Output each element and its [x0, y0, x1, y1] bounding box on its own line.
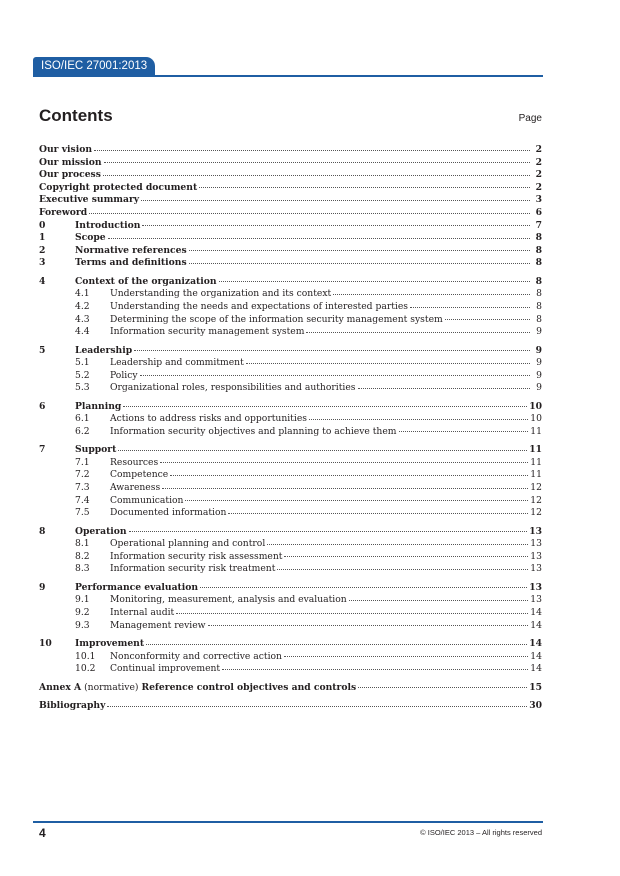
table-of-contents	[39, 144, 542, 713]
toc-entry-page: 6	[535, 206, 542, 218]
leader-dots	[284, 555, 528, 557]
toc-subentry-page: 13	[530, 563, 542, 575]
toc-subentry-number: 5.3	[75, 382, 90, 394]
leader-dots	[162, 487, 528, 489]
leader-dots	[208, 624, 529, 626]
leader-dots	[246, 362, 530, 364]
toc-entry-page: 9	[535, 344, 542, 356]
toc-entry-title: Context of the organization	[75, 275, 217, 287]
toc-entry-title: Normative references	[75, 244, 187, 256]
toc-subentry-title: Determining the scope of the information security management system	[110, 313, 443, 325]
toc-entry[interactable]	[39, 232, 542, 245]
toc-subentry[interactable]	[39, 357, 542, 370]
toc-subentry-page: 14	[530, 606, 542, 618]
toc-entry-page: 11	[529, 444, 542, 456]
leader-dots	[118, 449, 527, 451]
toc-subentry-title: Actions to address risks and opportunities	[110, 413, 307, 425]
toc-subentry-number: 8.3	[75, 563, 90, 575]
toc-subentry-page: 13	[530, 550, 542, 562]
toc-subentry-number: 6.2	[75, 425, 90, 437]
toc-subentry[interactable]	[39, 651, 542, 664]
toc-subentry[interactable]	[39, 469, 542, 482]
leader-dots	[189, 249, 530, 251]
leader-dots	[108, 237, 530, 239]
header-tab: ISO/IEC 27001:2013	[33, 57, 155, 76]
toc-entry-number: 3	[39, 257, 46, 269]
leader-dots	[333, 293, 530, 295]
toc-subentry-title: Competence	[110, 469, 169, 481]
toc-subentry-page: 11	[530, 456, 542, 468]
toc-entry-number: 7	[39, 444, 46, 456]
toc-entry[interactable]	[39, 582, 542, 595]
leader-dots	[445, 318, 530, 320]
toc-subentry-page: 13	[530, 538, 542, 550]
toc-subentry-title: Documented information	[110, 507, 227, 519]
toc-entry-page: 2	[535, 181, 542, 193]
toc-subentry-title: Information security objectives and planning to achieve them	[110, 425, 397, 437]
toc-entry-number: 6	[39, 400, 46, 412]
toc-entry[interactable]	[39, 526, 542, 539]
toc-entry-page: 30	[529, 699, 542, 711]
toc-subentry-number: 7.1	[75, 456, 90, 468]
toc-subentry-number: 4.3	[75, 313, 90, 325]
toc-entry[interactable]	[39, 401, 542, 414]
toc-subentry-page: 10	[530, 413, 542, 425]
toc-entry-page: 8	[535, 244, 542, 256]
toc-entry-title: Annex A	[39, 681, 82, 693]
toc-subentry-title: Understanding the needs and expectations of interested parties	[110, 300, 408, 312]
toc-subentry-title: Policy	[110, 369, 138, 381]
toc-entry-number: 0	[39, 219, 46, 231]
toc-entry[interactable]	[39, 682, 542, 695]
toc-subentry-number: 4.1	[75, 288, 90, 300]
toc-entry[interactable]	[39, 144, 542, 157]
toc-entry-title: Planning	[75, 400, 122, 412]
toc-subentry-title: Operational planning and control	[110, 538, 266, 550]
leader-dots	[123, 405, 527, 407]
leader-dots	[410, 306, 530, 308]
leader-dots	[103, 174, 530, 176]
toc-subentry-title: Leadership and commitment	[110, 357, 244, 369]
toc-subentry-number: 7.2	[75, 469, 90, 481]
toc-subentry-title: Monitoring, measurement, analysis and evaluation	[110, 594, 347, 606]
toc-subentry[interactable]	[39, 563, 542, 576]
toc-entry-title: Introduction	[75, 219, 141, 231]
toc-entry[interactable]	[39, 207, 542, 220]
toc-entry-title: Our mission	[39, 156, 102, 168]
toc-subentry-number: 4.4	[75, 326, 90, 338]
leader-dots	[189, 262, 530, 264]
toc-subentry-number: 5.1	[75, 357, 90, 369]
toc-subentry-page: 12	[530, 482, 542, 494]
toc-subentry-page: 8	[536, 300, 542, 312]
toc-entry-page: 15	[529, 681, 542, 693]
toc-entry[interactable]	[39, 444, 542, 457]
toc-entry-number: 1	[39, 232, 46, 244]
toc-subentry-page: 9	[536, 382, 542, 394]
leader-dots	[140, 374, 530, 376]
toc-subentry[interactable]	[39, 482, 542, 495]
toc-subentry-page: 9	[536, 369, 542, 381]
toc-entry-title: Foreword	[39, 206, 88, 218]
leader-dots	[104, 161, 530, 163]
leader-dots	[141, 199, 530, 201]
leader-dots	[107, 705, 527, 707]
toc-subentry[interactable]	[39, 507, 542, 520]
toc-entry-page: 10	[529, 400, 542, 412]
toc-entry-number: 2	[39, 244, 46, 256]
toc-entry[interactable]	[39, 194, 542, 207]
toc-subentry[interactable]	[39, 288, 542, 301]
toc-subentry[interactable]	[39, 594, 542, 607]
toc-subentry-title: Continual improvement	[110, 663, 221, 675]
toc-subentry-number: 8.1	[75, 538, 90, 550]
toc-subentry-title: Information security management system	[110, 326, 305, 338]
toc-entry-title: Copyright protected document	[39, 181, 198, 193]
toc-subentry-page: 9	[536, 326, 542, 338]
toc-subentry-number: 8.2	[75, 550, 90, 562]
toc-subentry-number: 7.3	[75, 482, 90, 494]
page-column-label: Page	[518, 113, 542, 124]
toc-subentry[interactable]	[39, 620, 542, 633]
toc-entry-title: Support	[75, 444, 117, 456]
toc-entry[interactable]	[39, 700, 542, 713]
toc-entry-title: Performance evaluation	[75, 581, 199, 593]
toc-entry[interactable]	[39, 638, 542, 651]
leader-dots	[170, 474, 528, 476]
leader-dots	[200, 586, 527, 588]
toc-subentry-page: 11	[530, 469, 542, 481]
toc-entry-title: Executive summary	[39, 194, 140, 206]
footer-copyright: © ISO/IEC 2013 – All rights reserved	[420, 828, 542, 837]
toc-subentry-number: 9.1	[75, 594, 90, 606]
toc-subentry-page: 8	[536, 313, 542, 325]
toc-subentry-title: Resources	[110, 456, 159, 468]
toc-entry-number: 5	[39, 344, 46, 356]
toc-subentry-page: 14	[530, 663, 542, 675]
toc-entry[interactable]	[39, 276, 542, 289]
toc-subentry-number: 7.4	[75, 494, 90, 506]
toc-subentry-title: Awareness	[110, 482, 161, 494]
leader-dots	[228, 512, 528, 514]
toc-subentry-title: Internal audit	[110, 606, 175, 618]
toc-subentry[interactable]	[39, 457, 542, 470]
toc-subentry[interactable]	[39, 663, 542, 676]
leader-dots	[267, 543, 528, 545]
toc-subentry[interactable]	[39, 538, 542, 551]
toc-entry[interactable]	[39, 157, 542, 170]
toc-subentry-page: 11	[530, 425, 542, 437]
toc-entry-number: 4	[39, 275, 46, 287]
toc-subentry-title: Nonconformity and corrective action	[110, 650, 282, 662]
toc-entry-page: 2	[535, 169, 542, 181]
leader-dots	[349, 599, 529, 601]
toc-entry-page: 13	[529, 525, 542, 537]
toc-subentry-number: 9.3	[75, 619, 90, 631]
toc-entry-page: 3	[535, 194, 542, 206]
toc-subentry[interactable]	[39, 314, 542, 327]
toc-entry-page: 2	[535, 156, 542, 168]
header-rule	[33, 75, 543, 77]
leader-dots	[185, 499, 528, 501]
toc-subentry-page: 9	[536, 357, 542, 369]
toc-entry-number: 8	[39, 525, 46, 537]
toc-entry[interactable]	[39, 220, 542, 233]
toc-subentry-title: Management review	[110, 619, 206, 631]
toc-subentry-title: Understanding the organization and its context	[110, 288, 332, 300]
leader-dots	[199, 186, 530, 188]
toc-subentry-title: Information security risk treatment	[110, 563, 276, 575]
toc-entry-title: Leadership	[75, 344, 133, 356]
toc-subentry[interactable]	[39, 370, 542, 383]
toc-entry-number: 10	[39, 637, 52, 649]
toc-entry[interactable]	[39, 182, 542, 195]
toc-subentry-page: 12	[530, 494, 542, 506]
leader-dots	[358, 686, 527, 688]
toc-subentry[interactable]	[39, 426, 542, 439]
toc-entry-annex-type: (normative)	[84, 681, 139, 693]
leader-dots	[146, 643, 527, 645]
leader-dots	[129, 530, 528, 532]
toc-subentry-page: 8	[536, 288, 542, 300]
toc-subentry-number: 6.1	[75, 413, 90, 425]
toc-subentry-page: 12	[530, 507, 542, 519]
leader-dots	[142, 224, 530, 226]
leader-dots	[176, 612, 528, 614]
toc-entry-page: 8	[535, 275, 542, 287]
toc-subentry-number: 5.2	[75, 369, 90, 381]
page-title: Contents	[39, 106, 113, 125]
toc-entry-page: 14	[529, 637, 542, 649]
toc-subentry-page: 14	[530, 619, 542, 631]
toc-subentry[interactable]	[39, 413, 542, 426]
toc-entry-page: 8	[535, 257, 542, 269]
toc-entry[interactable]	[39, 169, 542, 182]
toc-subentry-page: 13	[530, 594, 542, 606]
toc-entry-page: 7	[535, 219, 542, 231]
toc-subentry[interactable]	[39, 382, 542, 395]
toc-entry-title: Terms and definitions	[75, 257, 187, 269]
toc-entry-title: Scope	[75, 232, 106, 244]
leader-dots	[309, 418, 528, 420]
toc-subentry-number: 10.2	[75, 663, 96, 675]
toc-subentry[interactable]	[39, 326, 542, 339]
leader-dots	[306, 331, 530, 333]
toc-subentry-number: 9.2	[75, 606, 90, 618]
toc-subentry-title: Information security risk assessment	[110, 550, 283, 562]
leader-dots	[134, 349, 530, 351]
toc-entry-page: 13	[529, 581, 542, 593]
toc-entry-annex-title: Reference control objectives and controls	[141, 681, 357, 693]
toc-subentry[interactable]	[39, 607, 542, 620]
footer-page-number: 4	[39, 826, 46, 840]
leader-dots	[284, 655, 528, 657]
toc-subentry-page: 14	[530, 650, 542, 662]
toc-entry-title: Operation	[75, 525, 127, 537]
toc-subentry-number: 4.2	[75, 300, 90, 312]
footer-rule	[33, 821, 543, 823]
toc-entry[interactable]	[39, 345, 542, 358]
toc-entry-number: 9	[39, 581, 46, 593]
leader-dots	[94, 149, 530, 151]
toc-entry-title: Our vision	[39, 144, 93, 155]
leader-dots	[219, 280, 530, 282]
leader-dots	[160, 461, 528, 463]
toc-entry-title: Improvement	[75, 637, 145, 649]
leader-dots	[277, 568, 528, 570]
toc-subentry-title: Organizational roles, responsibilities and authorities	[110, 382, 356, 394]
toc-subentry-title: Communication	[110, 494, 184, 506]
toc-entry-page: 8	[535, 232, 542, 244]
toc-subentry[interactable]	[39, 301, 542, 314]
toc-entry[interactable]	[39, 257, 542, 270]
toc-subentry-number: 7.5	[75, 507, 90, 519]
toc-entry-title: Bibliography	[39, 699, 106, 711]
toc-subentry-number: 10.1	[75, 650, 96, 662]
toc-subentry[interactable]	[39, 551, 542, 564]
leader-dots	[89, 212, 530, 214]
toc-entry[interactable]	[39, 245, 542, 258]
toc-subentry[interactable]	[39, 495, 542, 508]
leader-dots	[222, 668, 528, 670]
toc-entry-page: 2	[535, 144, 542, 155]
toc-entry-title: Our process	[39, 169, 101, 181]
leader-dots	[399, 430, 529, 432]
leader-dots	[358, 387, 531, 389]
